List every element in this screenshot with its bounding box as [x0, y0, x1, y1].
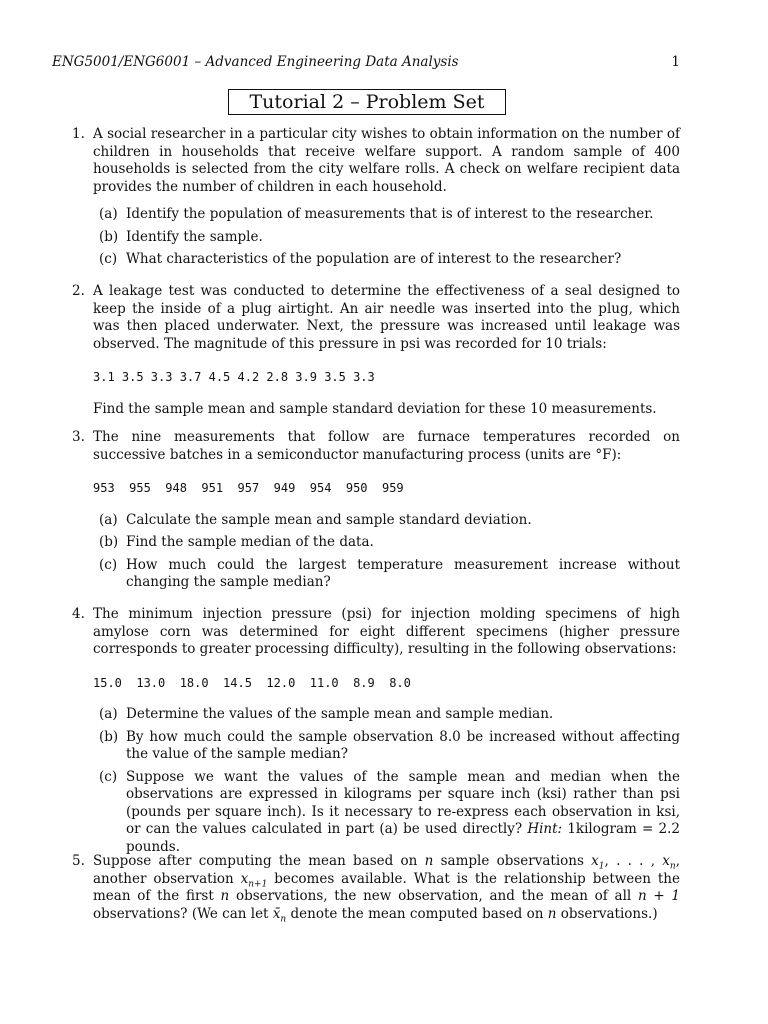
part-label: (a) — [99, 206, 118, 222]
math-x1: $x_1$ — [591, 853, 605, 872]
problem-number: 1. — [72, 126, 85, 142]
page-number: 1 — [671, 54, 680, 70]
course-title: ENG5001/ENG6001 – Advanced Engineering Data Analysis — [52, 54, 459, 70]
problem-text: A leakage test was conducted to determine the effectiveness of a seal designed to keep the inside of a plug airtight. An air needle was inserted into the plug, which was then placed underwater. Next, the pressure was increased until leakage was observed. The magnitude of this pressure in psi was recorded for 10 trials: — [93, 283, 680, 352]
part-b — [93, 534, 680, 552]
part-text: Identify the sample. — [126, 228, 263, 245]
hint-label: Hint: — [527, 821, 563, 837]
page-header — [52, 54, 680, 72]
text-segment: , another observation — [93, 853, 680, 887]
problem-2 — [72, 283, 680, 418]
part-label: (c) — [99, 251, 118, 267]
math-dots: , . . . , — [604, 853, 663, 869]
problem-text: The minimum injection pressure (psi) for injection molding specimens of high amylose corn was determined for eight different specimens (higher pressure corresponds to greater processing difficulty), resulting in the following observations: — [93, 606, 680, 657]
math-xn1: $x_{n+1}$ — [240, 870, 268, 890]
part-text: By how much could the sample observation 8.0 be increased without affecting the value of the sample median? — [126, 728, 680, 762]
part-label: (b) — [99, 534, 119, 550]
text-segment: becomes available. What is the relationship between the mean of the first — [93, 870, 680, 904]
part-text: How much could the largest temperature measurement increase without changing the sample median? — [126, 556, 680, 590]
part-text: Suppose we want the values of the sample mean and median when the observations are expressed in kilograms per square inch (ksi) rather than psi (pounds per square inch). Is it necessary to re-express each observation in ksi, or can the values calculated in part (a) be used directly? — [126, 768, 680, 837]
part-text: What characteristics of the population are of interest to the researcher? — [126, 251, 622, 267]
part-text: Calculate the sample mean and sample standard deviation. — [126, 511, 532, 528]
part-b — [93, 229, 680, 247]
page-title: Tutorial 2 – Problem Set — [228, 89, 506, 115]
text-segment: observations? (We can let — [93, 905, 269, 922]
problem-number: 4. — [72, 606, 85, 622]
part-b — [93, 729, 680, 764]
math-n: n — [424, 853, 434, 869]
part-text: Identify the population of measurements that is of interest to the researcher. — [126, 206, 654, 222]
part-c — [93, 769, 680, 857]
part-label: (c) — [99, 768, 118, 785]
problem-text — [93, 853, 680, 923]
part-label: (c) — [99, 556, 118, 573]
part-a — [93, 206, 680, 224]
text-segment: sample observations — [440, 853, 584, 869]
problem-text: A social researcher in a particular city wishes to obtain information on the number of children in households that receive welfare support. A random sample of 400 households is selected from the city welfare rolls. A check on welfare recipient data provides the number of children in each household. — [93, 126, 680, 195]
part-label: (a) — [99, 706, 118, 722]
part-c — [93, 251, 680, 269]
text-segment: observations.) — [560, 905, 658, 922]
problem-followup: Find the sample mean and sample standard deviation for these 10 measurements. — [93, 400, 657, 417]
part-a — [93, 706, 680, 724]
part-text: Find the sample median of the data. — [126, 534, 374, 550]
data-values: 15.0 13.0 18.0 14.5 12.0 11.0 8.9 8.0 — [93, 675, 411, 690]
part-label: (a) — [99, 511, 118, 528]
problem-parts — [93, 706, 680, 856]
data-values: 3.1 3.5 3.3 3.7 4.5 4.2 2.8 3.9 3.5 3.3 — [93, 370, 375, 384]
problem-number: 3. — [72, 429, 85, 445]
math-xbar-n: $x̄_n$ — [272, 905, 287, 925]
problem-4 — [72, 606, 680, 856]
problem-parts — [93, 512, 680, 592]
text-segment: denote the mean computed based on — [290, 905, 544, 922]
problem-5 — [72, 853, 680, 923]
math-xn: $x_n$ — [662, 853, 676, 872]
problem-number: 2. — [72, 283, 85, 299]
part-text: Determine the values of the sample mean and sample median. — [126, 706, 554, 722]
problem-text: The nine measurements that follow are furnace temperatures recorded on successive batches in a semiconductor manufacturing process (units are °F): — [93, 429, 680, 463]
part-label: (b) — [99, 228, 119, 245]
problem-parts — [93, 206, 680, 269]
math-n-plus-1: n + 1 — [637, 888, 681, 904]
data-values: 953 955 948 951 957 949 954 950 959 — [93, 481, 404, 495]
part-c — [93, 557, 680, 592]
problem-1 — [72, 126, 680, 269]
problem-3 — [72, 429, 680, 592]
part-label: (b) — [99, 728, 119, 745]
part-a — [93, 512, 680, 530]
math-n: n — [220, 888, 230, 904]
text-segment: Suppose after computing the mean based on — [93, 853, 418, 869]
problem-number: 5. — [72, 853, 85, 869]
math-n: n — [547, 905, 557, 922]
text-segment: observations, the new observation, and the mean of all — [235, 888, 632, 904]
hint-text: 1kilogram = 2.2 pounds. — [126, 821, 681, 855]
